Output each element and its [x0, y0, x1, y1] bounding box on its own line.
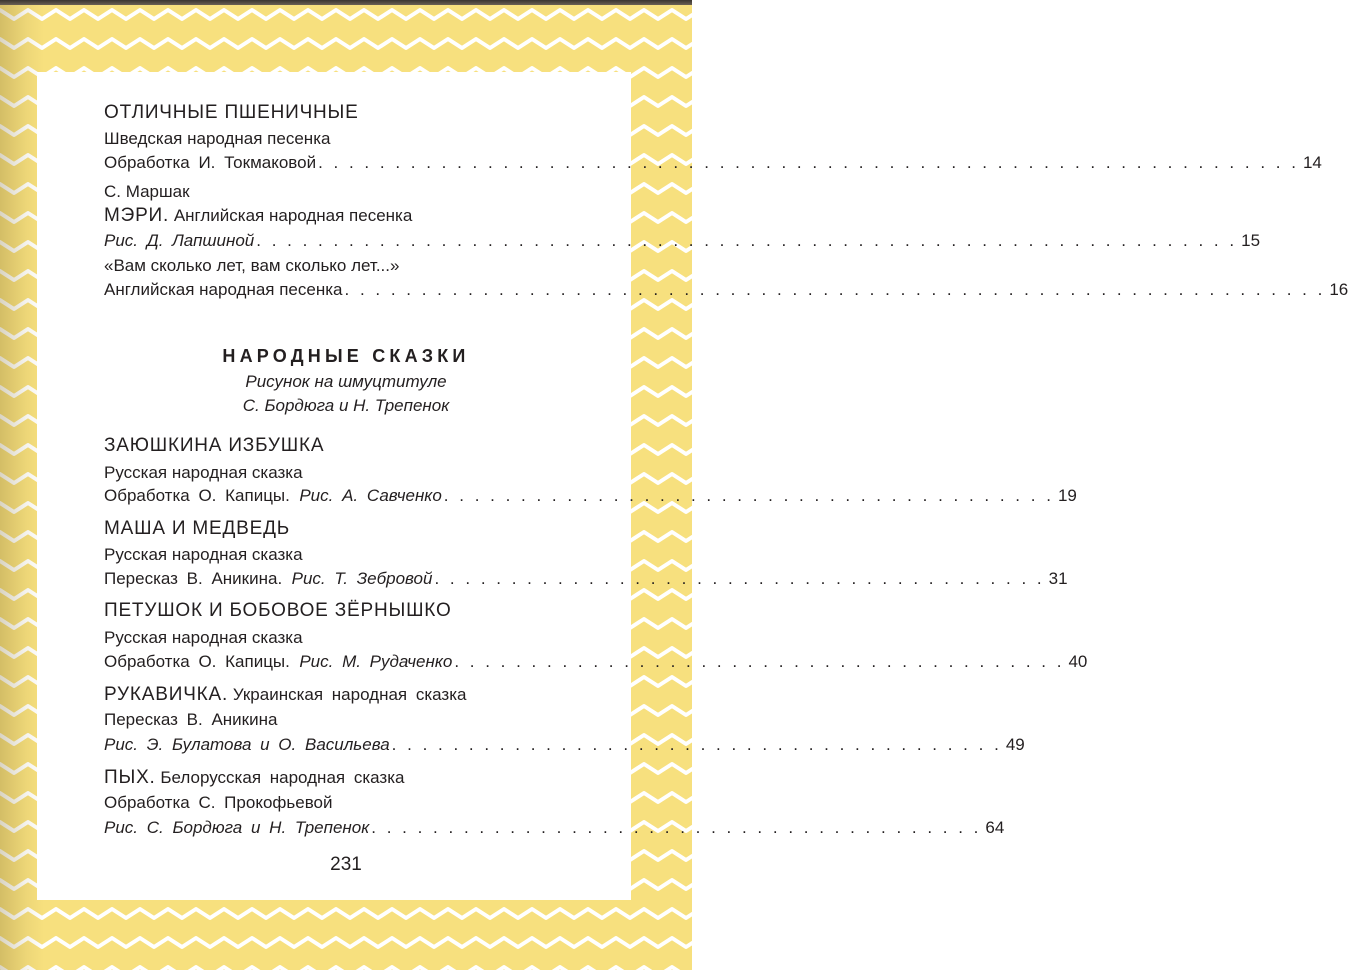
page-ref: 15: [1241, 231, 1261, 250]
entry-title: РУКАВИЧКА.: [104, 684, 229, 705]
entry-title: МЭРИ.: [104, 205, 170, 226]
entry-subtitle: Английская народная песенка: [104, 280, 343, 299]
entry-title: ЗАЮШКИНА ИЗБУШКА: [104, 435, 325, 456]
toc-entry-skolko-let[interactable]: [104, 279, 1348, 301]
dot-leader: . . . . . . . . . . . . . . . . . . . . . . . . . . . . . . . . . . . . . . . .: [371, 818, 982, 837]
dot-leader: . . . . . . . . . . . . . . . . . . . . . . . . . . . . . . . . . . . . . . . . . . . . . . . . . . . . . . . . . . . . . . . .: [318, 153, 1299, 172]
entry-illustrator: Рис. Т. Зебровой: [291, 569, 433, 588]
page-ref: 40: [1068, 652, 1088, 671]
entry-title: ОТЛИЧНЫЕ ПШЕНИЧНЫЕ: [104, 102, 359, 123]
entry-illustrator: Рис. Э. Булатова и О. Васильева: [104, 735, 390, 754]
entry-title-rest: Украинская народная сказка: [232, 685, 467, 704]
page-ref: 14: [1302, 153, 1322, 172]
zigzag-stripe: [0, 938, 714, 947]
top-edge: [0, 0, 692, 5]
dot-leader: . . . . . . . . . . . . . . . . . . . . . . . . . . . . . . . . . . . . . . . .: [454, 652, 1065, 671]
dot-leader: . . . . . . . . . . . . . . . . . . . . . . . . . . . . . . . . . . . . . . . .: [443, 486, 1054, 505]
entry-illustrator: Рис. М. Рудаченко: [299, 652, 453, 671]
entry-subtitle: Русская народная сказка: [104, 545, 303, 564]
entry-title: ПЫХ.: [104, 767, 156, 788]
entry-subtitle: Русская народная сказка: [104, 628, 303, 647]
entry-illustrator: Рис. А. Савченко: [299, 486, 442, 505]
page-ref: 49: [1005, 735, 1025, 754]
entry-credit: Обработка И. Токмаковой: [104, 153, 317, 172]
entry-title-line: [104, 767, 604, 789]
entry-subtitle: Обработка С. Прокофьевой: [104, 793, 333, 812]
entry-subtitle: Шведская народная песенка: [104, 129, 331, 148]
toc-entry-meri[interactable]: [104, 230, 1261, 252]
entry-subtitle: Русская народная сказка: [104, 463, 303, 482]
dot-leader: . . . . . . . . . . . . . . . . . . . . . . . . . . . . . . . . . . . . . . . . . . . . . . . . . . . . . . . . . . . . . . . .: [344, 280, 1326, 299]
zigzag-stripe: [0, 39, 714, 48]
page-ref: 16: [1329, 280, 1348, 299]
page-number: 231: [330, 854, 362, 875]
entry-subtitle: Пересказ В. Аникина: [104, 710, 278, 729]
entry-credit: Обработка О. Капицы.: [104, 652, 290, 671]
section-subtitle-2: С. Бордюга и Н. Трепенок: [242, 396, 450, 415]
page-ref: 64: [985, 818, 1005, 837]
entry-illustrator: Рис. С. Бордюга и Н. Трепенок: [104, 818, 370, 837]
dot-leader: . . . . . . . . . . . . . . . . . . . . . . . . . . . . . . . . . . . . . . . .: [391, 735, 1002, 754]
entry-title: «Вам сколько лет, вам сколько лет...»: [104, 256, 400, 275]
entry-illustrator: Рис. Д. Лапшиной: [104, 231, 255, 250]
entry-title-line: [104, 684, 604, 706]
zigzag-stripe: [0, 909, 714, 918]
entry-title-rest: Белорусская народная сказка: [160, 768, 405, 787]
toc-entry-petushok[interactable]: [104, 651, 1088, 673]
section-subtitle-1: Рисунок на шмуцтитуле: [245, 372, 447, 391]
toc-entry-otlichnye[interactable]: [104, 152, 1322, 174]
dot-leader: . . . . . . . . . . . . . . . . . . . . . . . . . . . . . . . . . . . . . . . .: [434, 569, 1045, 588]
toc-entry-masha[interactable]: [104, 568, 1068, 590]
entry-credit: Обработка О. Капицы.: [104, 486, 290, 505]
entry-title: МАША И МЕДВЕДЬ: [104, 518, 291, 539]
entry-author: С. Маршак: [104, 182, 190, 201]
page-ref: 31: [1048, 569, 1068, 588]
entry-title-rest: Английская народная песенка: [173, 206, 413, 225]
section-title: НАРОДНЫЕ СКАЗКИ: [222, 346, 470, 366]
toc-entry-rukavichka[interactable]: [104, 734, 1025, 756]
entry-title: ПЕТУШОК И БОБОВОЕ ЗЁРНЫШКО: [104, 600, 452, 621]
zigzag-stripe: [0, 10, 714, 19]
page-ref: 19: [1057, 486, 1077, 505]
dot-leader: . . . . . . . . . . . . . . . . . . . . . . . . . . . . . . . . . . . . . . . . . . . . . . . . . . . . . . . . . . . . . . . .: [256, 231, 1238, 250]
entry-credit: Пересказ В. Аникина.: [104, 569, 283, 588]
toc-entry-zayushkina[interactable]: [104, 485, 1077, 507]
entry-title-line: [104, 205, 604, 227]
toc-entry-pykh[interactable]: [104, 817, 1005, 839]
